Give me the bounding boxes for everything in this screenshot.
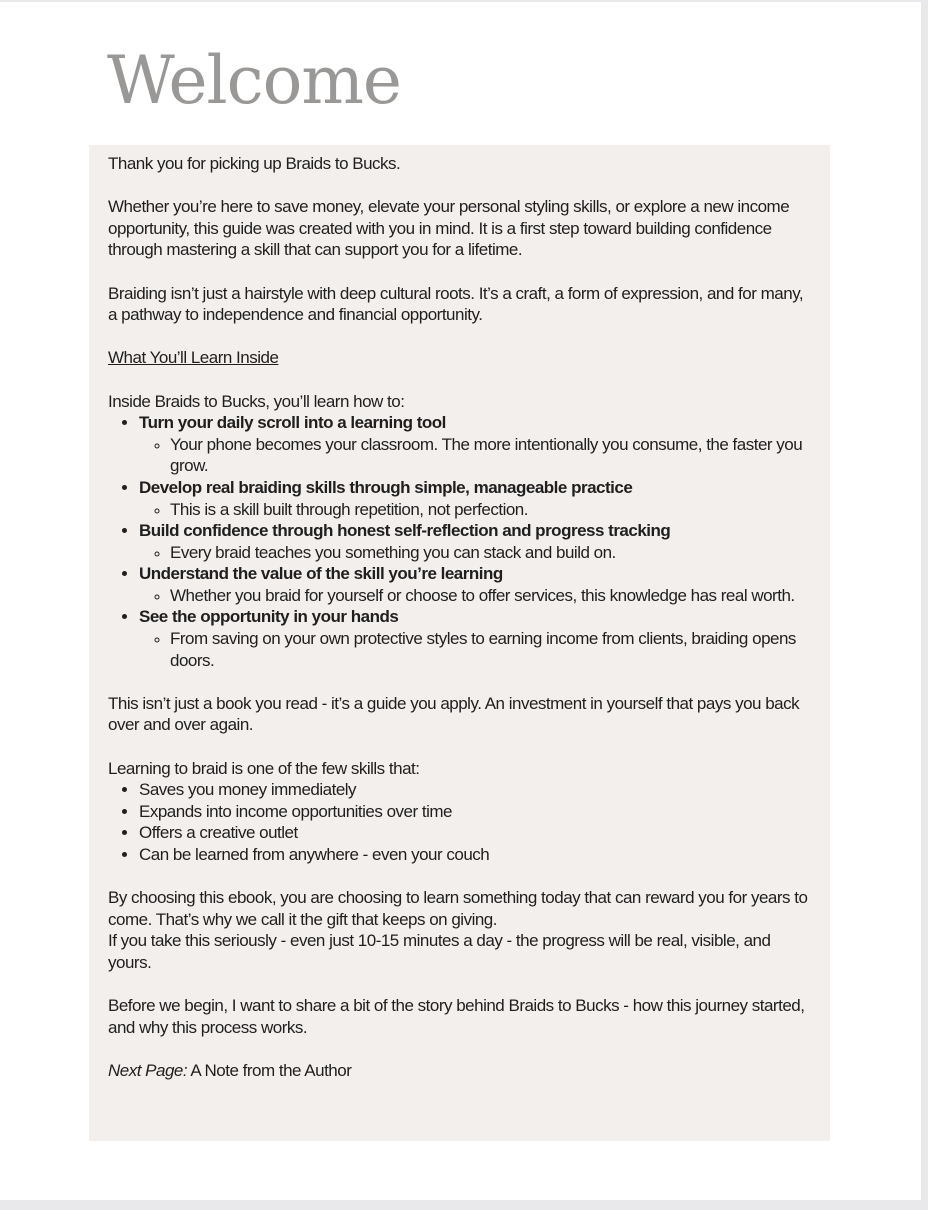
list-item — [139, 520, 808, 563]
paragraph-commitment: If you take this seriously - even just 10-15 minutes a day - the progress will be real, visible, and yours. — [108, 931, 771, 972]
list-item-detail: ◦ Every braid teaches you something you can stack and build on. — [170, 542, 808, 564]
next-page-title: A Note from the Author — [187, 1060, 352, 1080]
document-page — [0, 2, 921, 1200]
list-item-detail: ◦ From saving on your own protective styles to earning income from clients, braiding opens doors. — [170, 628, 808, 671]
next-page-line — [108, 1060, 808, 1082]
list-item — [139, 563, 808, 606]
list-item-detail: ◦ Whether you braid for yourself or choose to offer services, this knowledge has real worth. — [170, 585, 808, 607]
learn-lead: Inside Braids to Bucks, you’ll learn how to: — [108, 391, 405, 411]
list-item-detail: ◦ This is a skill built through repetition, not perfection. — [170, 499, 808, 521]
next-page-label: Next Page: — [108, 1060, 188, 1080]
list-item-title: Build confidence through honest self-reflection and progress tracking — [139, 521, 671, 541]
paragraph-ebook: By choosing this ebook, you are choosing to learn something today that can reward you for years to come. That’s why we call it the gift that keeps on giving. — [108, 888, 808, 929]
list-item: • Saves you money immediately — [139, 779, 808, 801]
intro-paragraph: Thank you for picking up Braids to Bucks. — [108, 154, 401, 173]
list-item: • Expands into income opportunities over time — [139, 801, 808, 823]
page-title: Welcome — [107, 42, 401, 119]
list-item-detail: ◦ Your phone becomes your classroom. The more intentionally you consume, the faster you grow. — [170, 434, 808, 477]
content-panel — [89, 145, 830, 1141]
list-item-title: See the opportunity in your hands — [139, 607, 399, 627]
paragraph-braiding: Braiding isn’t just a hairstyle with deep cultural roots. It’s a craft, a form of expression, and for many, a pathway to independence and financial opportunity. — [108, 283, 804, 325]
section-heading: What You’ll Learn Inside — [108, 348, 279, 368]
paragraph-purpose: Whether you’re here to save money, elevate your personal styling skills, or explore a new income opportunity, this guide was created with you in mind. It is a first step toward building confidence through mastering a skill that can support you for a lifetime. — [108, 197, 790, 260]
skills-list — [108, 779, 808, 865]
paragraph-guide: This isn’t just a book you read - it’s a guide you apply. An investment in yourself that pays you back over and over again. — [108, 693, 800, 735]
list-item-title: Turn your daily scroll into a learning tool — [139, 413, 446, 433]
skills-lead: Learning to braid is one of the few skills that: — [108, 758, 420, 778]
list-item-title: Develop real braiding skills through simple, manageable practice — [139, 477, 633, 497]
list-item-title: Understand the value of the skill you’re learning — [139, 564, 503, 584]
list-item: • Can be learned from anywhere - even your couch — [139, 844, 808, 866]
paragraph-story: Before we begin, I want to share a bit of the story behind Braids to Bucks - how this journey started, and why this process works. — [108, 996, 805, 1037]
list-item — [139, 412, 808, 477]
list-item — [139, 477, 808, 520]
list-item: • Offers a creative outlet — [139, 822, 808, 844]
list-item — [139, 606, 808, 671]
learn-list — [108, 412, 808, 671]
